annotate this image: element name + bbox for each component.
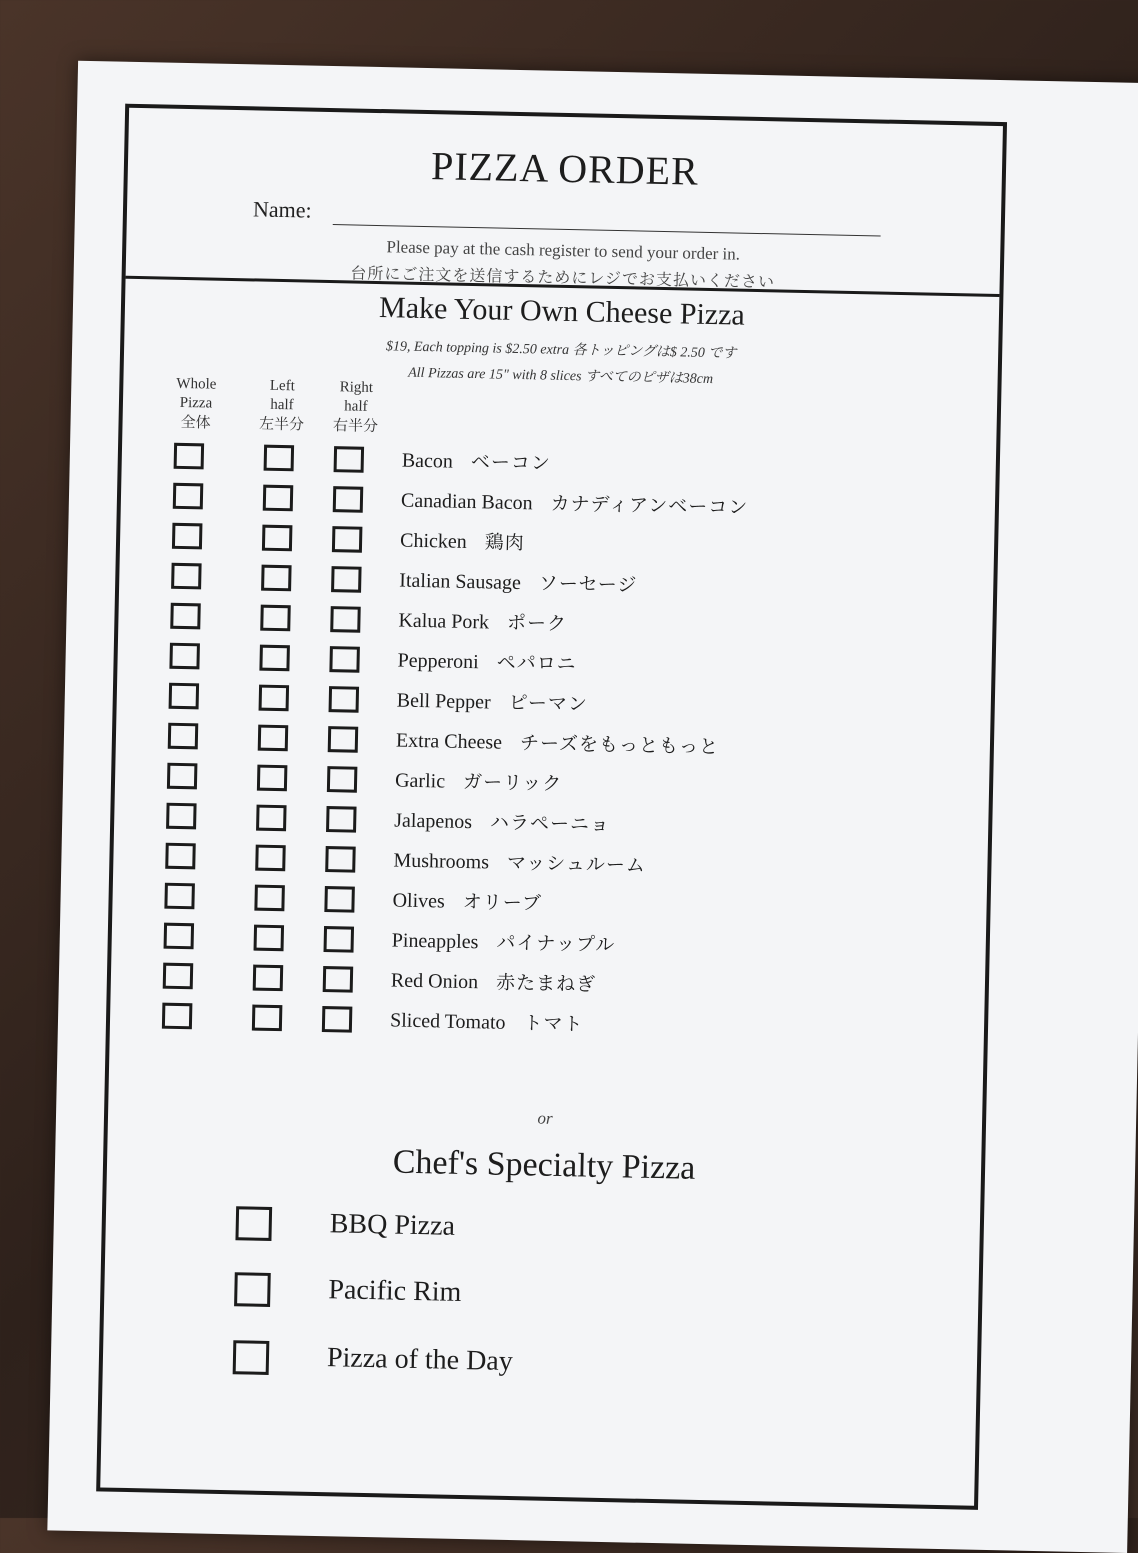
topping-label [398, 606, 567, 637]
page-title: PIZZA ORDER [430, 143, 700, 194]
topping-name-en: Bell Pepper [396, 689, 491, 714]
size-line: All Pizzas are 15" with 8 slices すべてのピザは38cm [408, 365, 714, 388]
order-form-frame [96, 104, 1007, 1510]
topping-name-en: Extra Cheese [395, 729, 503, 754]
pizza-of-the-day-checkbox[interactable] [233, 1340, 270, 1375]
topping-label [390, 1005, 584, 1036]
topping-whole-checkbox[interactable] [164, 923, 195, 950]
column-header-line: half [270, 396, 294, 414]
topping-label [401, 486, 749, 520]
topping-whole-checkbox[interactable] [173, 483, 204, 510]
topping-label [391, 965, 597, 996]
topping-left-half-checkbox[interactable] [263, 485, 294, 512]
topping-left-half-checkbox[interactable] [253, 965, 284, 992]
topping-name-jp: ポーク [506, 611, 568, 636]
column-header-line: Pizza [179, 394, 213, 412]
chef-item [235, 1206, 456, 1250]
topping-name-en: Canadian Bacon [400, 489, 533, 515]
topping-name-jp: ペパロニ [496, 651, 577, 676]
column-header-left-half [246, 376, 317, 434]
name-label: Name: [252, 196, 312, 223]
topping-left-half-checkbox[interactable] [256, 805, 287, 832]
topping-whole-checkbox[interactable] [168, 723, 199, 750]
topping-name-jp: マッシュルーム [506, 851, 647, 877]
column-header-right-half [320, 378, 391, 436]
topping-left-half-checkbox[interactable] [258, 725, 289, 752]
topping-left-half-checkbox[interactable] [252, 1005, 283, 1032]
topping-whole-checkbox[interactable] [167, 763, 198, 790]
topping-name-en: Bacon [401, 449, 454, 473]
topping-label [399, 566, 638, 598]
topping-label [397, 646, 577, 677]
topping-whole-checkbox[interactable] [169, 683, 200, 710]
name-field[interactable] [333, 224, 881, 236]
topping-name-jp: ガーリック [462, 770, 563, 795]
topping-right-half-checkbox[interactable] [326, 806, 357, 833]
topping-whole-checkbox[interactable] [170, 603, 201, 630]
topping-name-en: Pepperoni [397, 649, 479, 674]
topping-right-half-checkbox[interactable] [331, 566, 362, 593]
column-header-line: half [344, 398, 368, 415]
topping-right-half-checkbox[interactable] [325, 846, 356, 873]
topping-label [392, 885, 542, 915]
topping-label [402, 446, 552, 476]
topping-label [397, 686, 589, 717]
topping-whole-checkbox[interactable] [165, 843, 196, 870]
topping-name-en: Jalapenos [394, 809, 473, 834]
chef-item-label: Pacific Rim [328, 1274, 462, 1308]
topping-name-jp: オリーブ [462, 890, 543, 915]
topping-name-jp: ソーセージ [538, 572, 638, 597]
topping-name-jp: パイナップル [496, 931, 616, 957]
topping-label [393, 845, 646, 877]
pacific-rim-checkbox[interactable] [234, 1272, 271, 1307]
column-header-line: Right [339, 379, 374, 396]
topping-right-half-checkbox[interactable] [329, 686, 360, 713]
or-divider: or [537, 1108, 553, 1128]
price-line: $19, Each topping is $2.50 extra 各トッピングは$ 2.50 です [385, 339, 737, 362]
chef-item-label: Pizza of the Day [326, 1342, 514, 1378]
topping-right-half-checkbox[interactable] [322, 1006, 353, 1033]
bbq-pizza-checkbox[interactable] [235, 1206, 272, 1241]
topping-right-half-checkbox[interactable] [330, 606, 361, 633]
topping-left-half-checkbox[interactable] [259, 685, 290, 712]
topping-name-en: Garlic [394, 769, 446, 793]
column-header-jp: 全体 [180, 412, 211, 432]
topping-label [400, 526, 525, 556]
topping-label [396, 725, 720, 759]
topping-left-half-checkbox[interactable] [254, 925, 285, 952]
topping-right-half-checkbox[interactable] [323, 966, 354, 993]
topping-name-en: Sliced Tomato [389, 1009, 506, 1034]
topping-right-half-checkbox[interactable] [324, 926, 355, 953]
column-header-line: Whole [176, 375, 217, 393]
topping-whole-checkbox[interactable] [166, 803, 197, 830]
topping-right-half-checkbox[interactable] [334, 446, 365, 473]
column-header-jp: 左半分 [258, 414, 305, 434]
column-header-jp: 右半分 [332, 416, 379, 436]
topping-name-en: Pineapples [391, 929, 479, 954]
topping-left-half-checkbox[interactable] [264, 445, 295, 472]
topping-name-en: Red Onion [390, 969, 479, 994]
topping-name-jp: チーズをもっともっと [519, 732, 720, 759]
topping-name-jp: ピーマン [508, 691, 589, 716]
topping-left-half-checkbox[interactable] [260, 605, 291, 632]
chef-item-label: BBQ Pizza [329, 1208, 456, 1242]
topping-name-en: Olives [392, 889, 446, 913]
topping-whole-checkbox[interactable] [163, 963, 194, 990]
make-own-title: Make Your Own Cheese Pizza [378, 291, 746, 332]
topping-right-half-checkbox[interactable] [329, 646, 360, 673]
topping-name-en: Kalua Pork [398, 609, 490, 634]
form-header [126, 108, 1003, 297]
topping-whole-checkbox[interactable] [162, 1003, 193, 1030]
topping-right-half-checkbox[interactable] [333, 486, 364, 513]
chef-specialty-title: Chef's Specialty Pizza [392, 1143, 696, 1187]
topping-right-half-checkbox[interactable] [324, 886, 355, 913]
topping-label [392, 925, 616, 957]
column-header-line: Left [269, 377, 295, 395]
topping-whole-checkbox[interactable] [164, 883, 195, 910]
topping-whole-checkbox[interactable] [172, 523, 203, 550]
topping-name-jp: ベーコン [470, 451, 552, 475]
topping-name-jp: カナディアンベーコン [550, 492, 749, 519]
topping-whole-checkbox[interactable] [174, 443, 205, 470]
topping-left-half-checkbox[interactable] [255, 845, 286, 872]
topping-left-half-checkbox[interactable] [257, 765, 288, 792]
topping-name-jp: 鶏肉 [484, 531, 526, 555]
column-header-whole [160, 375, 231, 433]
chef-item [232, 1340, 514, 1384]
topping-left-half-checkbox[interactable] [262, 525, 293, 552]
topping-name-jp: 赤たまねぎ [495, 971, 597, 996]
topping-label [394, 805, 610, 837]
order-form-paper [47, 61, 1138, 1553]
topping-left-half-checkbox[interactable] [259, 645, 290, 672]
topping-right-half-checkbox[interactable] [327, 766, 358, 793]
topping-whole-checkbox[interactable] [171, 563, 202, 590]
topping-right-half-checkbox[interactable] [332, 526, 363, 553]
topping-name-en: Mushrooms [393, 849, 490, 874]
topping-whole-checkbox[interactable] [169, 643, 200, 670]
topping-name-jp: ハラペーニョ [489, 811, 611, 836]
topping-name-en: Chicken [399, 529, 468, 553]
topping-label [395, 765, 563, 795]
chef-item [234, 1272, 462, 1316]
topping-right-half-checkbox[interactable] [328, 726, 359, 753]
topping-name-jp: トマト [523, 1012, 584, 1036]
topping-left-half-checkbox[interactable] [254, 885, 285, 912]
topping-name-en: Italian Sausage [399, 569, 522, 595]
payment-note-jp: 台所にご注文を送信するためにレジでお支払いください [350, 263, 776, 292]
payment-note-en: Please pay at the cash register to send your order in. [386, 237, 741, 264]
topping-left-half-checkbox[interactable] [261, 565, 292, 592]
